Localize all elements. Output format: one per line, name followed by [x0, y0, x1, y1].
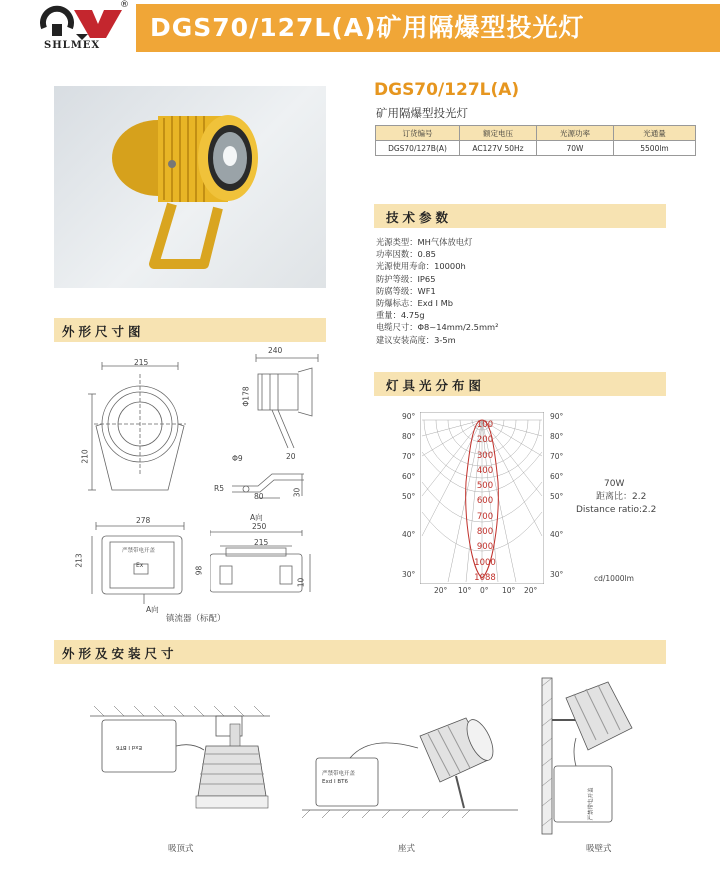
- radial-label: 900: [476, 542, 494, 553]
- spec-header-row: [376, 126, 696, 141]
- angle-left: 90°: [402, 412, 416, 421]
- box-ex-mark: Ex: [136, 562, 144, 569]
- tech-param: 光源使用寿命：10000h: [376, 261, 466, 272]
- angle-right: 50°: [550, 492, 564, 501]
- install-ceiling-drawing: [80, 702, 280, 820]
- a-view-label: A向: [250, 513, 263, 522]
- spec-cell: 5500lm: [614, 141, 696, 156]
- tech-param: 建议安装高度：3-5m: [376, 334, 456, 345]
- dim-a-98: 98: [194, 565, 204, 576]
- dim-bracket-20: 20: [286, 452, 296, 461]
- tech-param: 防护等级：IP65: [376, 273, 436, 284]
- radial-label: 1000: [474, 557, 496, 568]
- box-warning-label: 严禁带电开盖: [122, 548, 156, 554]
- radial-label: 200: [476, 435, 494, 446]
- dim-front-height: 210: [80, 449, 90, 464]
- spec-cell: AC127V 50Hz: [460, 141, 537, 156]
- dim-side-diameter: Φ178: [241, 386, 251, 407]
- polar-unit: cd/1000lm: [594, 574, 634, 583]
- bottom-angle: 0°: [480, 586, 489, 595]
- dim-front-width: 215: [134, 358, 149, 367]
- brand-name: SHLMEX: [44, 40, 101, 51]
- dim-a-10: 10: [296, 577, 306, 588]
- tech-params-list: [376, 236, 498, 346]
- radial-label: 100: [476, 420, 494, 430]
- model-subtitle: 矿用隔爆型投光灯: [376, 106, 468, 120]
- radial-label: 700: [476, 511, 494, 522]
- section-title-dims: 外形尺寸图: [62, 324, 145, 339]
- section-title-light: 灯具光分布图: [386, 378, 486, 393]
- angle-right: 70°: [550, 452, 564, 461]
- radial-label: 1088: [474, 572, 496, 583]
- page-title: DGS70/127L(A)矿用隔爆型投光灯: [150, 13, 585, 42]
- angle-left: 70°: [402, 452, 416, 461]
- radial-label: 300: [476, 450, 494, 461]
- angle-left: 40°: [402, 530, 416, 539]
- ceiling-box-text: Exd I BT6: [116, 744, 142, 750]
- angle-left: 60°: [402, 472, 416, 481]
- angle-right: 90°: [550, 412, 564, 421]
- install-wall-drawing: [536, 676, 666, 836]
- spec-header: 订货编号: [376, 126, 460, 141]
- caption-ceiling: 吸顶式: [168, 844, 194, 854]
- spec-cell: DGS70/127B(A): [376, 141, 460, 156]
- polar-distance-en: Distance ratio:2.2: [576, 505, 657, 515]
- seat-box-warning: 严禁带电开盖: [322, 771, 356, 777]
- radial-label: 400: [476, 465, 494, 476]
- dim-box-height: 213: [74, 553, 84, 568]
- caption-wall: 吸壁式: [586, 844, 612, 854]
- angle-left: 80°: [402, 432, 416, 441]
- dim-bracket-r: R5: [214, 484, 224, 493]
- front-view-drawing: [80, 356, 200, 506]
- radial-label: 600: [476, 496, 494, 507]
- polar-radial-labels: [450, 418, 520, 586]
- tech-param: 防腐等级：WF1: [376, 285, 436, 296]
- seat-box-text: [322, 770, 355, 786]
- spec-header: 光通量: [614, 126, 696, 141]
- tech-param: 光源类型：MH气体放电灯: [376, 237, 473, 247]
- bracket-drawing: [222, 456, 314, 506]
- tech-param: 防爆标志：Exd I Mb: [376, 298, 454, 309]
- spec-row: [376, 141, 696, 156]
- dim-side-width: 240: [268, 346, 283, 355]
- tech-param: 电缆尺寸：Φ8~14mm/2.5mm²: [376, 322, 499, 333]
- seat-box-mark: Exd I BT6: [322, 779, 348, 785]
- dim-bracket-30: 30: [292, 487, 302, 498]
- spec-table: [375, 125, 696, 156]
- polar-info: [576, 478, 656, 517]
- dim-a-215: 215: [254, 538, 269, 547]
- section-title-tech: 技术参数: [386, 210, 453, 225]
- product-photo: [54, 86, 326, 288]
- box-caption: 镇流器（标配）: [166, 614, 226, 624]
- section-title-install: 外形及安装尺寸: [62, 646, 178, 661]
- spec-cell: 70W: [537, 141, 614, 156]
- dim-bracket-80: 80: [254, 492, 264, 501]
- angle-right: 80°: [550, 432, 564, 441]
- caption-seat: 座式: [398, 844, 416, 854]
- polar-power: 70W: [604, 479, 625, 489]
- registered-mark: ®: [120, 0, 129, 10]
- bottom-angle: 10°: [502, 586, 516, 595]
- dim-box-width: 278: [136, 516, 151, 525]
- wall-box-text: 严禁带电开盖: [588, 787, 595, 821]
- tech-param: 功率因数：0.85: [376, 249, 436, 260]
- dim-bracket-phi: Φ9: [232, 454, 243, 463]
- dim-a-250: 250: [252, 522, 267, 531]
- install-seat-drawing: [300, 714, 520, 822]
- angle-right: 30°: [550, 570, 564, 579]
- bottom-angle: 20°: [524, 586, 538, 595]
- polar-distance-cn: 距离比：2.2: [596, 492, 647, 502]
- model-number: DGS70/127L(A): [374, 80, 520, 100]
- spec-header: 光源功率: [537, 126, 614, 141]
- bottom-angle: 10°: [458, 586, 472, 595]
- radial-label: 500: [476, 481, 494, 492]
- radial-label: 800: [476, 527, 494, 538]
- angle-left: 30°: [402, 570, 416, 579]
- tech-param: 重量：4.75g: [376, 310, 425, 321]
- angle-left: 50°: [402, 492, 416, 501]
- spec-header: 额定电压: [460, 126, 537, 141]
- box-arrow-label: A向: [146, 605, 159, 614]
- angle-right: 60°: [550, 472, 564, 481]
- angle-right: 40°: [550, 530, 564, 539]
- bottom-angle: 20°: [434, 586, 448, 595]
